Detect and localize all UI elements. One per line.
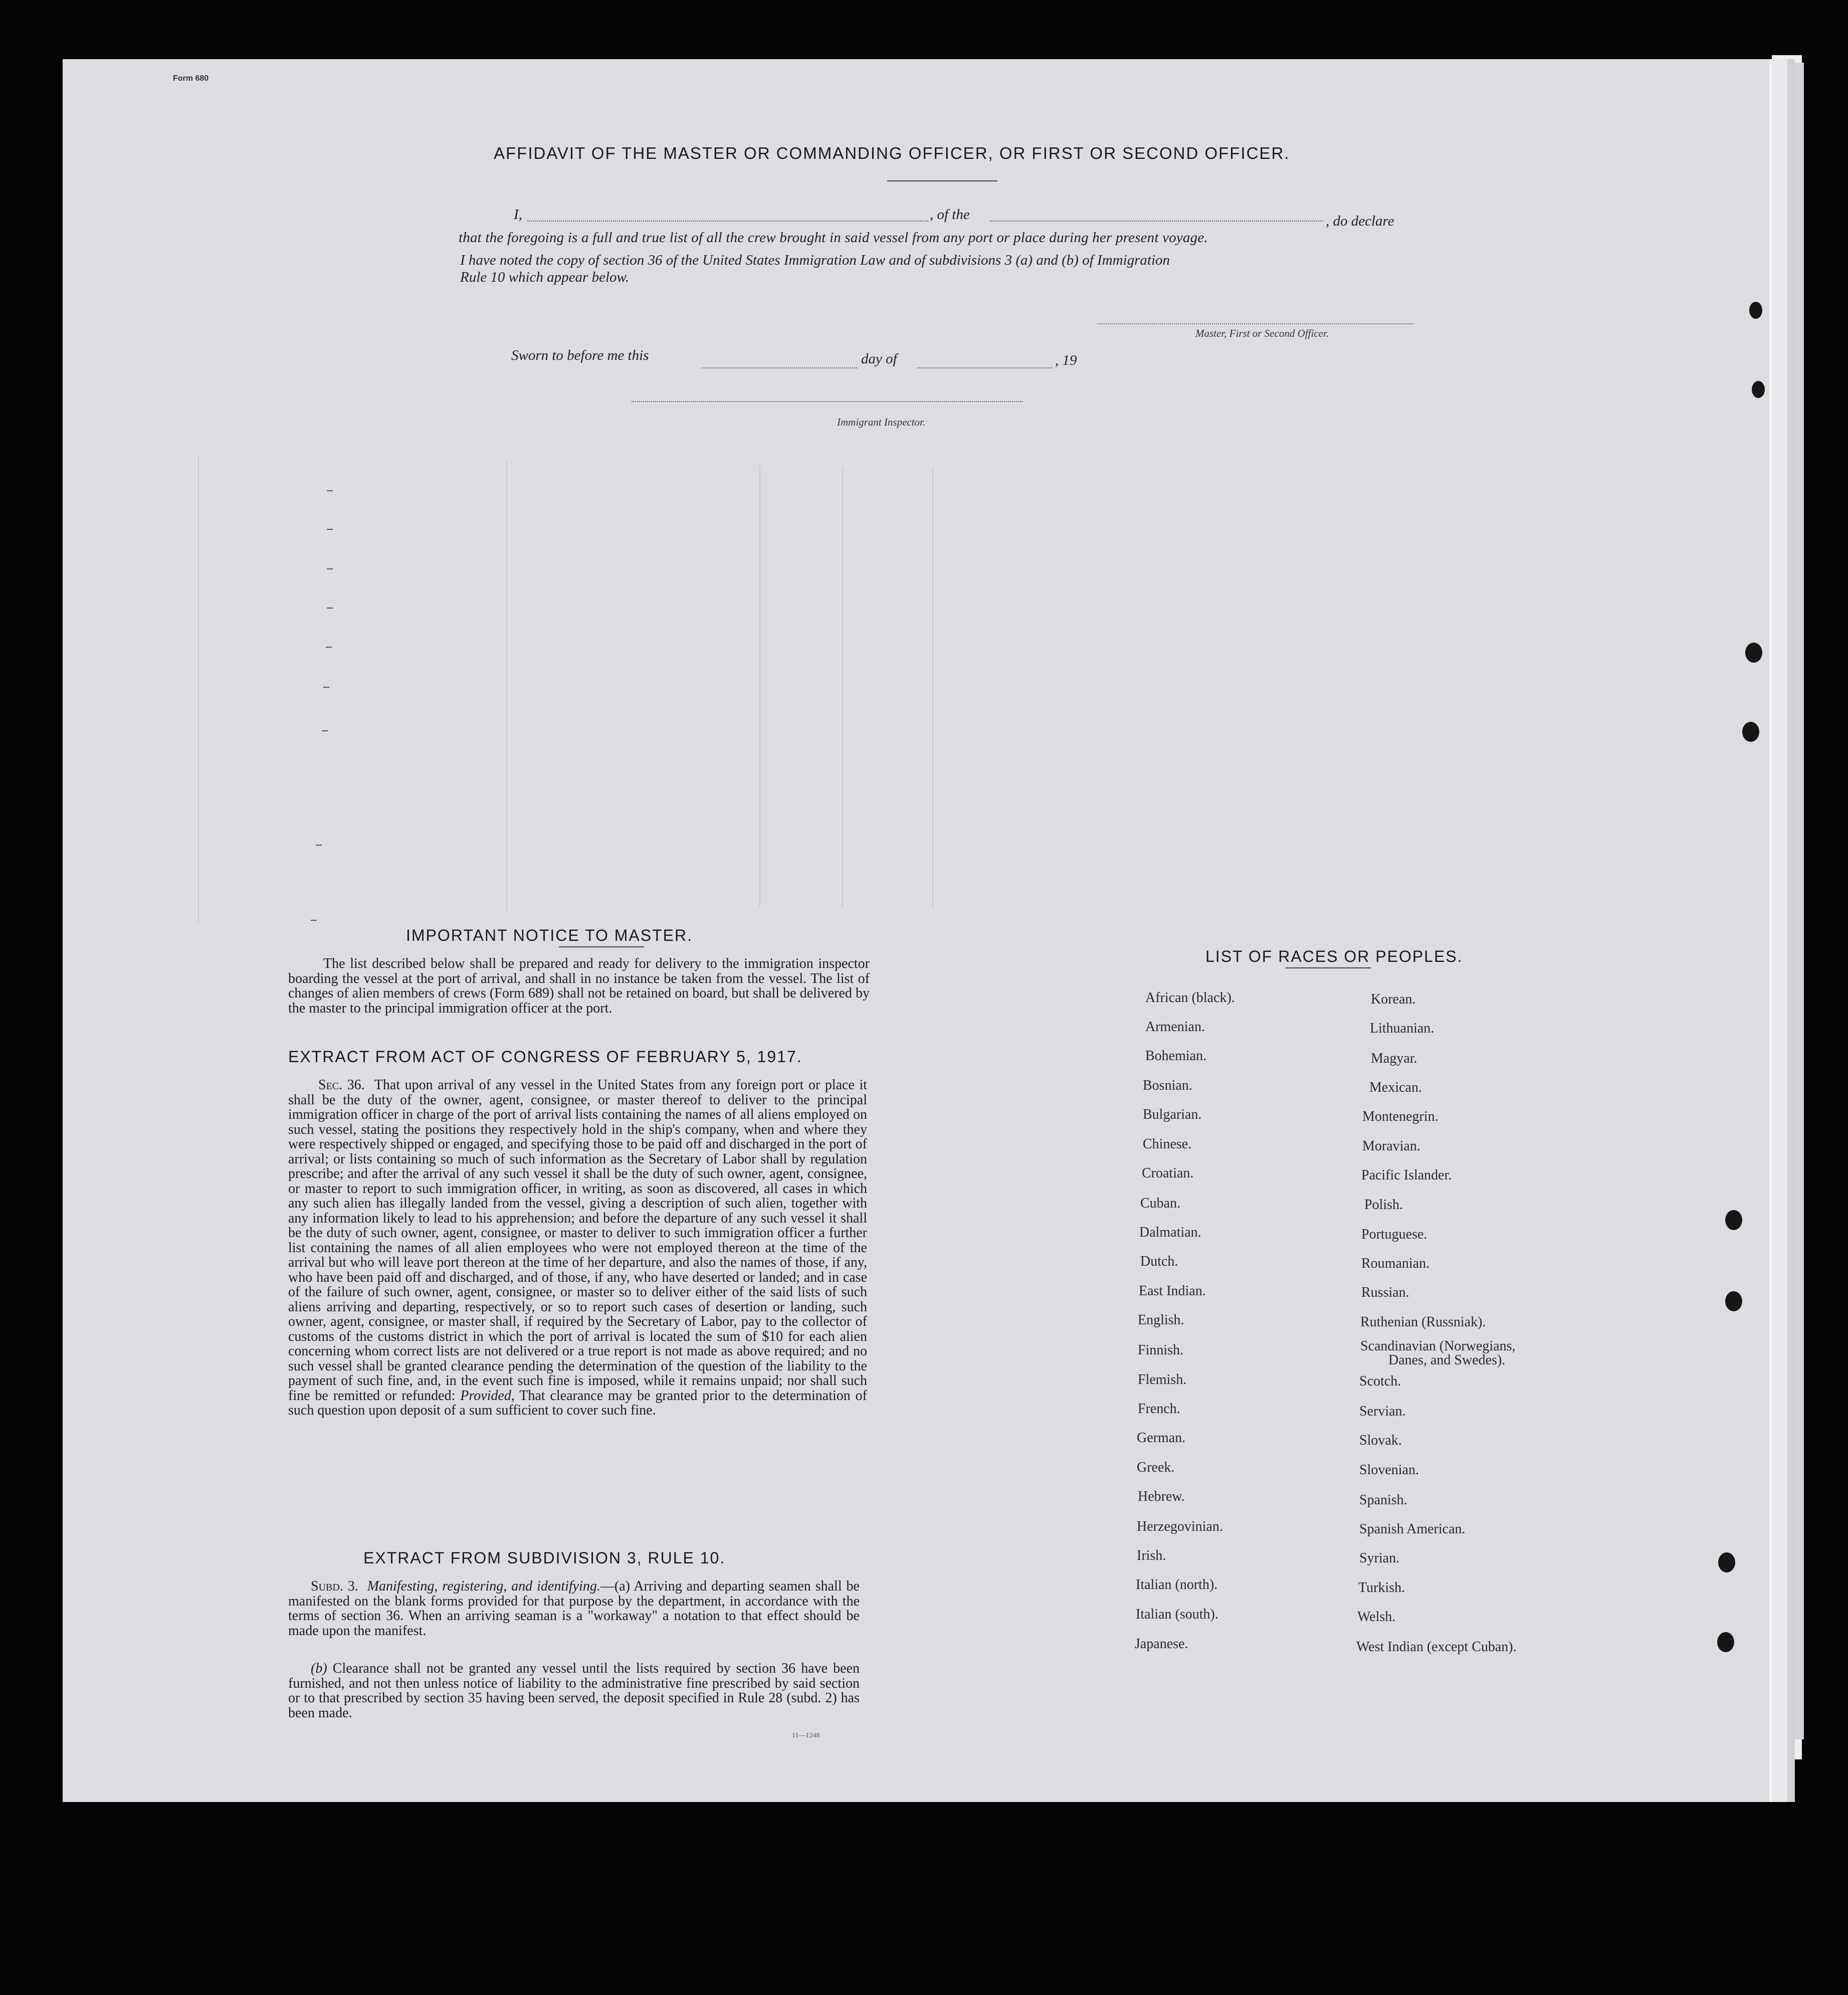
rule-tick [327, 568, 333, 569]
binder-hole [1742, 722, 1759, 742]
sworn-text: Sworn to before me this [511, 347, 649, 363]
rule-text-a [288, 1579, 860, 1638]
race-item: Ruthenian (Russniak). [1360, 1314, 1486, 1330]
rule-tick [327, 529, 333, 530]
binder-hole [1749, 302, 1762, 319]
race-item: Bohemian. [1145, 1048, 1207, 1064]
rule-tick [311, 920, 317, 921]
binder-hole [1718, 1552, 1735, 1572]
race-item: East Indian. [1139, 1283, 1206, 1299]
rule-tick [326, 647, 332, 648]
race-item: Pacific Islander. [1361, 1167, 1452, 1183]
race-item: Armenian. [1145, 1019, 1205, 1035]
race-item: Scotch. [1359, 1373, 1401, 1389]
race-item: Hebrew. [1138, 1489, 1185, 1504]
rule-title: EXTRACT FROM SUBDIVISION 3, RULE 10. [363, 1549, 726, 1567]
subd-heading: Manifesting, registering, and identifying. [367, 1578, 600, 1594]
race-item: Irish. [1137, 1548, 1166, 1563]
rule-tick [327, 490, 333, 491]
race-item: English. [1138, 1312, 1184, 1328]
race-item: Chinese. [1143, 1136, 1192, 1152]
column-rule [759, 466, 760, 907]
binder-hole [1752, 381, 1765, 398]
print-code: 11—1248 [792, 1732, 820, 1739]
rule-text-b [288, 1661, 860, 1720]
notice-text: The list described below shall be prepared and ready for delivery to the immigration inspector boarding the vessel at the port of arrival, and shall in no instance be taken from the vessel. The list of changes of alien members of crews (Form 689) shall not be retained on board, but shall be delivered by the master to the principal immigration officer at the port. [288, 956, 870, 1016]
inspector-signature-blank [632, 401, 1022, 402]
race-item: French. [1138, 1401, 1180, 1417]
rule-tick [322, 730, 328, 731]
race-item: Danes, and Swedes). [1388, 1352, 1506, 1368]
title-rule [887, 180, 997, 181]
form-number: Form 680 [173, 74, 209, 83]
races-rule [1286, 967, 1371, 968]
race-item: Slovenian. [1359, 1462, 1419, 1478]
rule-tick [316, 845, 322, 846]
race-item: Polish. [1364, 1197, 1403, 1213]
affidavit-line4: Rule 10 which appear below. [460, 269, 629, 285]
race-item: Bosnian. [1143, 1078, 1192, 1093]
race-item: West Indian (except Cuban). [1356, 1639, 1517, 1655]
provided-label: Provided, [460, 1387, 515, 1404]
race-item: Servian. [1359, 1404, 1406, 1419]
race-item: Spanish. [1359, 1492, 1407, 1508]
column-rule [842, 466, 843, 907]
race-item: Bulgarian. [1143, 1107, 1202, 1122]
act-text [288, 1078, 867, 1418]
rule-tick [327, 608, 333, 609]
sec-label: Sec. 36. [318, 1077, 365, 1093]
subd-label: Subd. 3. [311, 1578, 358, 1594]
race-item: Herzegovinian. [1137, 1519, 1223, 1534]
race-item: Syrian. [1359, 1550, 1400, 1566]
year-text: , 19 [1055, 352, 1077, 368]
act-title: EXTRACT FROM ACT OF CONGRESS OF FEBRUARY 5, 1917. [288, 1048, 802, 1066]
affidavit-title: AFFIDAVIT OF THE MASTER OR COMMANDING OFFICER, OR FIRST OR SECOND OFFICER. [494, 144, 1290, 162]
race-item: Welsh. [1357, 1609, 1396, 1625]
race-item: Montenegrin. [1362, 1109, 1439, 1124]
subd-a-text: —(a) Arriving and departing seamen shall be manifested on the blank forms provided for that purpose by the department, in accordance with the terms of section 36. When an arriving seaman is a "workaway" a notation to that effect should be made upon the manifest. [288, 1578, 860, 1639]
affidavit-of-the: , of the [930, 207, 970, 223]
races-title: LIST OF RACES OR PEOPLES. [1205, 947, 1463, 965]
sec-text: That upon arrival of any vessel in the United States from any foreign port or place it shall be the duty of the owner, agent, consignee, or master thereof to deliver to the principal immigration officer in charge of the port of arrival lists containing the names of all aliens employed on such vessel, stating the positions they respectively hold in the ship's company, when and where they were respectively shipped or engaged, and specifying those to be paid off and discharged in the port of arrival; or lists containing so much of such information as the Secretary of Labor shall by regulation prescribe; and after the arrival of any such vessel it shall be the duty of such owner, agent, consignee, or master to report to such immigration officer, in writing, as soon as discovered, all cases in which any such alien has illegally landed from the vessel, giving a description of such alien, together with any information likely to lead to his apprehension; and before the departure of any such vessel it shall be the duty of such owner, agent, consignee, or master to deliver to such immigration officer a further list containing the names of all alien employees who were not employed thereon at the time of the arrival but who will leave port thereon at the time of her departure, and also the names of those, if any, who have been paid off and discharged, and of those, if any, who have deserted or landed; and in case of the failure of such owner, agent, consignee, or master so to deliver either of the said lists of such aliens arriving and departing, respectively, or so to report such cases of desertion or landing, such owner, agent, consignee, or master shall, if required by the Secretary of Labor, pay to the collector of customs of the customs district in which the port of arrival is located the sum of $10 for each alien concerning whom correct lists are not delivered or a true report is not made as above required; and no such vessel shall be granted clearance pending the determination of the question of the liability to the payment of such fine, and, in the event such fine is imposed, while it remains unpaid; nor shall such fine be remitted or refunded: [288, 1077, 868, 1404]
race-item: Turkish. [1358, 1580, 1405, 1595]
subd-b-text: Clearance shall not be granted any vessel until the lists required by section 36 have been furnished, and not then unless notice of liability to the administrative fine prescribed by said section or to that prescribed by section 35 having been served, the deposit specified in Rule 28 (subd. 2) has been made. [288, 1661, 860, 1721]
race-item: Italian (south). [1136, 1607, 1218, 1622]
race-item: Roumanian. [1361, 1256, 1430, 1271]
page-edge-shadow [1792, 63, 1804, 1739]
name-blank [527, 221, 928, 222]
race-item: Lithuanian. [1370, 1021, 1434, 1036]
rule-tick [323, 687, 329, 688]
race-item: Croatian. [1142, 1165, 1194, 1181]
inspector-caption: Immigrant Inspector. [837, 416, 926, 428]
sworn-day-blank [702, 367, 857, 368]
race-item: Russian. [1361, 1285, 1409, 1300]
race-item: Scandinavian (Norwegians, [1360, 1338, 1516, 1354]
race-item: Cuban. [1140, 1195, 1181, 1211]
vessel-blank [990, 221, 1323, 222]
day-of-text: day of [861, 351, 897, 367]
race-item: Moravian. [1362, 1138, 1420, 1154]
affidavit-declare: , do declare [1326, 213, 1394, 229]
sworn-month-blank [917, 367, 1053, 368]
document-page [63, 59, 1772, 1802]
race-item: Dalmatian. [1139, 1225, 1201, 1240]
affidavit-line2: that the foregoing is a full and true list of all the crew brought in said vessel from any port or place during her present voyage. [459, 230, 1208, 246]
binder-hole [1725, 1291, 1742, 1311]
race-item: Korean. [1371, 991, 1416, 1007]
race-item: Japanese. [1135, 1636, 1188, 1652]
master-caption: Master, First or Second Officer. [1195, 327, 1329, 339]
column-rule [932, 466, 933, 907]
provided-text: That clearance may be granted prior to the determination of such question upon deposit of a sum sufficient to cover such fine. [288, 1387, 867, 1418]
binder-hole [1745, 643, 1762, 663]
race-item: Flemish. [1138, 1372, 1187, 1387]
binder-hole [1725, 1210, 1742, 1230]
master-signature-blank [1098, 323, 1413, 324]
race-item: African (black). [1145, 990, 1235, 1006]
binder-hole [1717, 1632, 1734, 1652]
column-rule [198, 456, 199, 922]
race-item: Magyar. [1371, 1051, 1417, 1066]
notice-rule [559, 946, 644, 947]
race-item: Portuguese. [1361, 1227, 1427, 1242]
affidavit-i: I, [514, 207, 522, 223]
subd-b-label: (b) [311, 1661, 327, 1676]
affidavit-line3: I have noted the copy of section 36 of the United States Immigration Law and of subdivisions 3 (a) and (b) of Immigration [460, 252, 1170, 268]
column-rule [506, 461, 507, 912]
race-item: Dutch. [1140, 1254, 1178, 1269]
race-item: Mexican. [1369, 1080, 1422, 1095]
race-item: Finnish. [1138, 1342, 1184, 1358]
notice-title: IMPORTANT NOTICE TO MASTER. [406, 926, 693, 944]
race-item: German. [1137, 1430, 1186, 1446]
race-item: Italian (north). [1136, 1577, 1218, 1592]
race-item: Spanish American. [1359, 1521, 1466, 1537]
race-item: Greek. [1137, 1460, 1175, 1475]
race-item: Slovak. [1359, 1433, 1402, 1448]
